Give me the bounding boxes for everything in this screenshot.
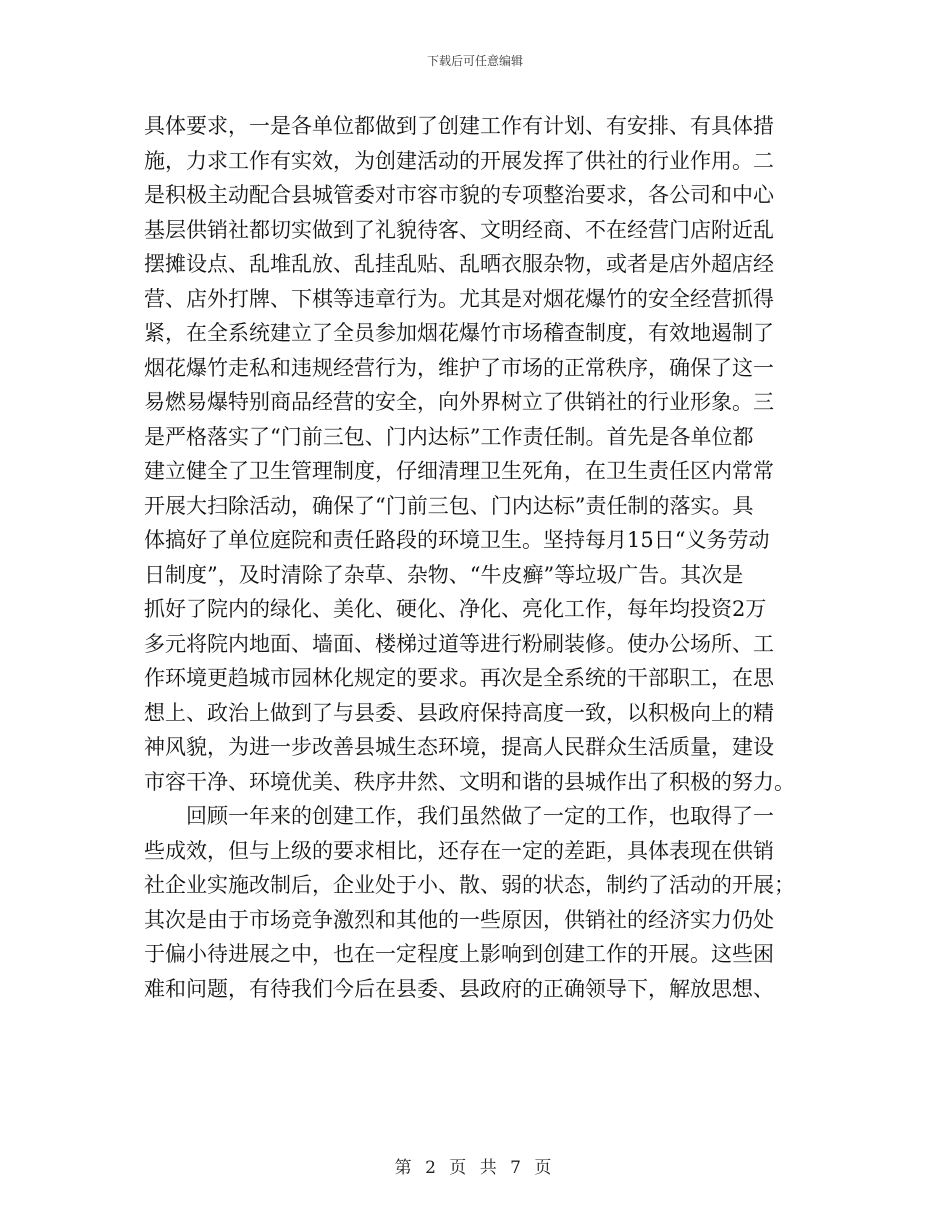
text-line: 建立健全了卫生管理制度，仔细清理卫生死角，在卫生责任区内常常 — [144, 459, 774, 483]
text-line: 基层供销社都切实做到了礼貌待客、文明经商、不在经营门店附近乱 — [144, 217, 774, 242]
text-line: 其次是由于市场竞争激烈和其他的一些原因，供销社的经济实力仍处 — [144, 907, 774, 932]
body-text — [144, 109, 806, 1006]
text-line: 难和问题，有待我们今后在县委、县政府的正确领导下，解放思想、 — [144, 976, 774, 1001]
text-line: 易燃易爆特别商品经营的安全，向外界树立了供销社的行业形象。三 — [144, 390, 774, 414]
text-line: 烟花爆竹走私和违规经营行为，维护了市场的正常秩序，确保了这一 — [144, 355, 774, 380]
text-line: 摆摊设点、乱堆乱放、乱挂乱贴、乱晒衣服杂物，或者是店外超店经 — [144, 252, 774, 276]
text-line: 抓好了院内的绿化、美化、硬化、净化、亮化工作，每年均投资2万 — [144, 597, 767, 621]
text-line: 开展大扫除活动，确保了“门前三包、门内达标”责任制的落实。具 — [144, 493, 754, 518]
page-header: 下载后可任意编辑 — [426, 54, 523, 68]
text-line: 些成效，但与上级的要求相比，还存在一定的差距，具体表现在供销 — [144, 838, 774, 863]
text-line: 社企业实施改制后，企业处于小、散、弱的状态，制约了活动的开展； — [144, 873, 795, 897]
text-line: 神风貌，为进一步改善县城生态环境，提高人民群众生活质量，建设 — [144, 735, 774, 759]
text-line: 施，力求工作有实效，为创建活动的开展发挥了供社的行业作用。二 — [144, 148, 774, 173]
text-line: 是积极主动配合县城管委对市容市貌的专项整治要求，各公司和中心 — [144, 183, 774, 207]
text-line: 多元将院内地面、墙面、楼梯过道等进行粉刷装修。使办公场所、工 — [144, 631, 774, 656]
text-line: 作环境更趋城市园林化规定的要求。再次是全系统的干部职工，在思 — [144, 666, 774, 690]
text-line: 紧，在全系统建立了全员参加烟花爆竹市场稽查制度，有效地遏制了 — [144, 321, 774, 345]
text-line: 具体要求，一是各单位都做到了创建工作有计划、有安排、有具体措 — [144, 114, 774, 138]
text-line: 日制度”，及时清除了杂草、杂物、“牛皮癣”等垃圾广告。其次是 — [144, 562, 744, 587]
text-line: 于偏小待进展之中，也在一定程度上影响到创建工作的开展。这些困 — [144, 942, 774, 966]
text-line: 市容干净、环境优美、秩序井然、文明和谐的县城作出了积极的努力。 — [144, 769, 795, 794]
page-footer: 第 2 页 共 7 页 — [394, 1158, 556, 1178]
text-line: 想上、政治上做到了与县委、县政府保持高度一致，以积极向上的精 — [144, 700, 774, 725]
text-line: 营、店外打牌、下棋等违章行为。尤其是对烟花爆竹的安全经营抓得 — [144, 286, 774, 311]
text-line: 回顾一年来的创建工作，我们虽然做了一定的工作，也取得了一 — [144, 804, 774, 828]
text-line: 体搞好了单位庭院和责任路段的环境卫生。坚持每月15日“义务劳动 — [144, 528, 770, 552]
text-line: 是严格落实了“门前三包、门内达标”工作责任制。首先是各单位都 — [144, 424, 754, 449]
